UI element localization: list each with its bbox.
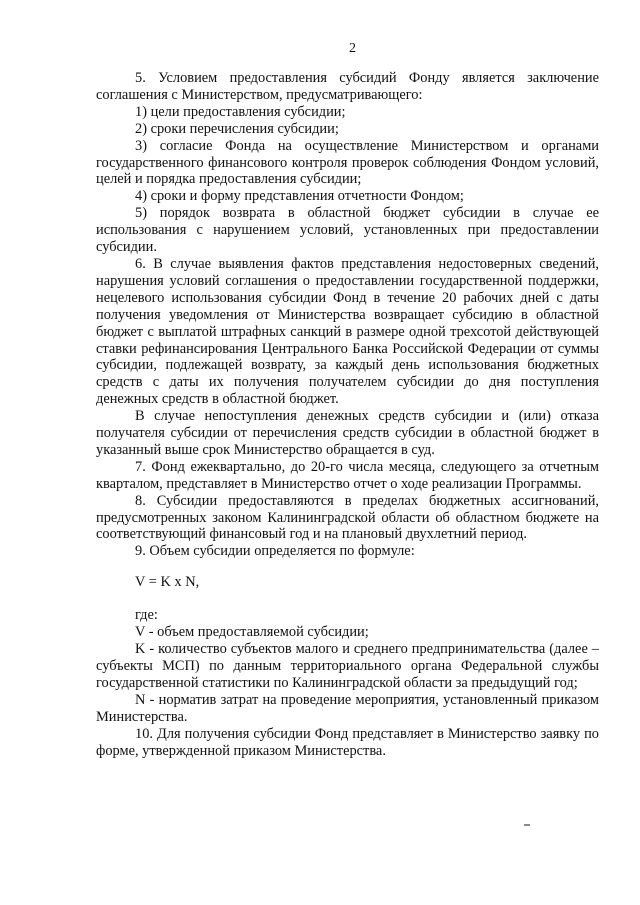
formula-definition-k: K - количество субъектов малого и среднего предпринимательства (далее – субъекты МСП) по данным территориального органа Федеральной службы государственной статистики по Калининградской области за предыдущий год; [96, 641, 599, 691]
clause-5-intro: 5. Условием предоставления субсидий Фонду является заключение соглашения с Министерством, предусматривающего: [96, 70, 599, 103]
clause-7: 7. Фонд ежеквартально, до 20-го числа месяца, следующего за отчетным кварталом, представляет в Министерство отчет о ходе реализации Программы. [96, 458, 599, 492]
clause-10: 10. Для получения субсидии Фонд представляет в Министерство заявку по форме, утвержденной приказом Министерства. [96, 725, 599, 759]
clause-8: 8. Субсидии предоставляются в пределах бюджетных ассигнований, предусмотренных законом Калининградской области об областном бюджете на соответствующий финансовый год и на плановый двухлетний период. [96, 492, 599, 543]
scan-mark [524, 824, 530, 826]
formula-definition-v: V - объем предоставляемой субсидии; [135, 624, 369, 641]
formula-definition-n: N - норматив затрат на проведение мероприятия, установленный приказом Министерства. [96, 691, 599, 725]
clause-9: 9. Объем субсидии определяется по формуле: [135, 543, 415, 560]
clause-5-item-4: 4) сроки и форму представления отчетности Фондом; [135, 188, 464, 205]
clause-5-item-5: 5) порядок возврата в областной бюджет субсидии в случае ее использования с нарушением условий, установленных при предоставлении субсидии. [96, 205, 599, 256]
clause-5-item-2: 2) сроки перечисления субсидии; [135, 120, 339, 137]
clause-5-item-1: 1) цели предоставления субсидии; [135, 103, 346, 120]
clause-5-item-3: 3) согласие Фонда на осуществление Министерством и органами государственного финансового контроля проверок соблюдения Фондом условий, целей и порядка предоставления субсидии; [96, 137, 599, 188]
page-number: 2 [349, 41, 356, 56]
subsidy-formula: V = K x N, [135, 574, 200, 591]
formula-where: где: [135, 607, 158, 624]
clause-6-court: В случае непоступления денежных средств субсидии и (или) отказа получателя субсидии от перечисления средств субсидии в областной бюджет в указанный выше срок Министерство обращается в суд. [96, 408, 599, 458]
clause-6: 6. В случае выявления фактов представления недостоверных сведений, нарушения условий соглашения о предоставлении государственной поддержки, нецелевого использования субсидии Фонд в течение 20 рабочих дней с даты получения уведомления от Министерства возвращает субсидию в областной бюджет с выплатой штрафных санкций в размере одной трехсотой действующей ставки рефинансирования Центрального Банка Российской Федерации от суммы субсидии, подлежащей возврату, за каждый день использования бюджетных средств с даты их получения получателем субсидии до дня поступления денежных средств в областной бюджет. [96, 255, 599, 408]
